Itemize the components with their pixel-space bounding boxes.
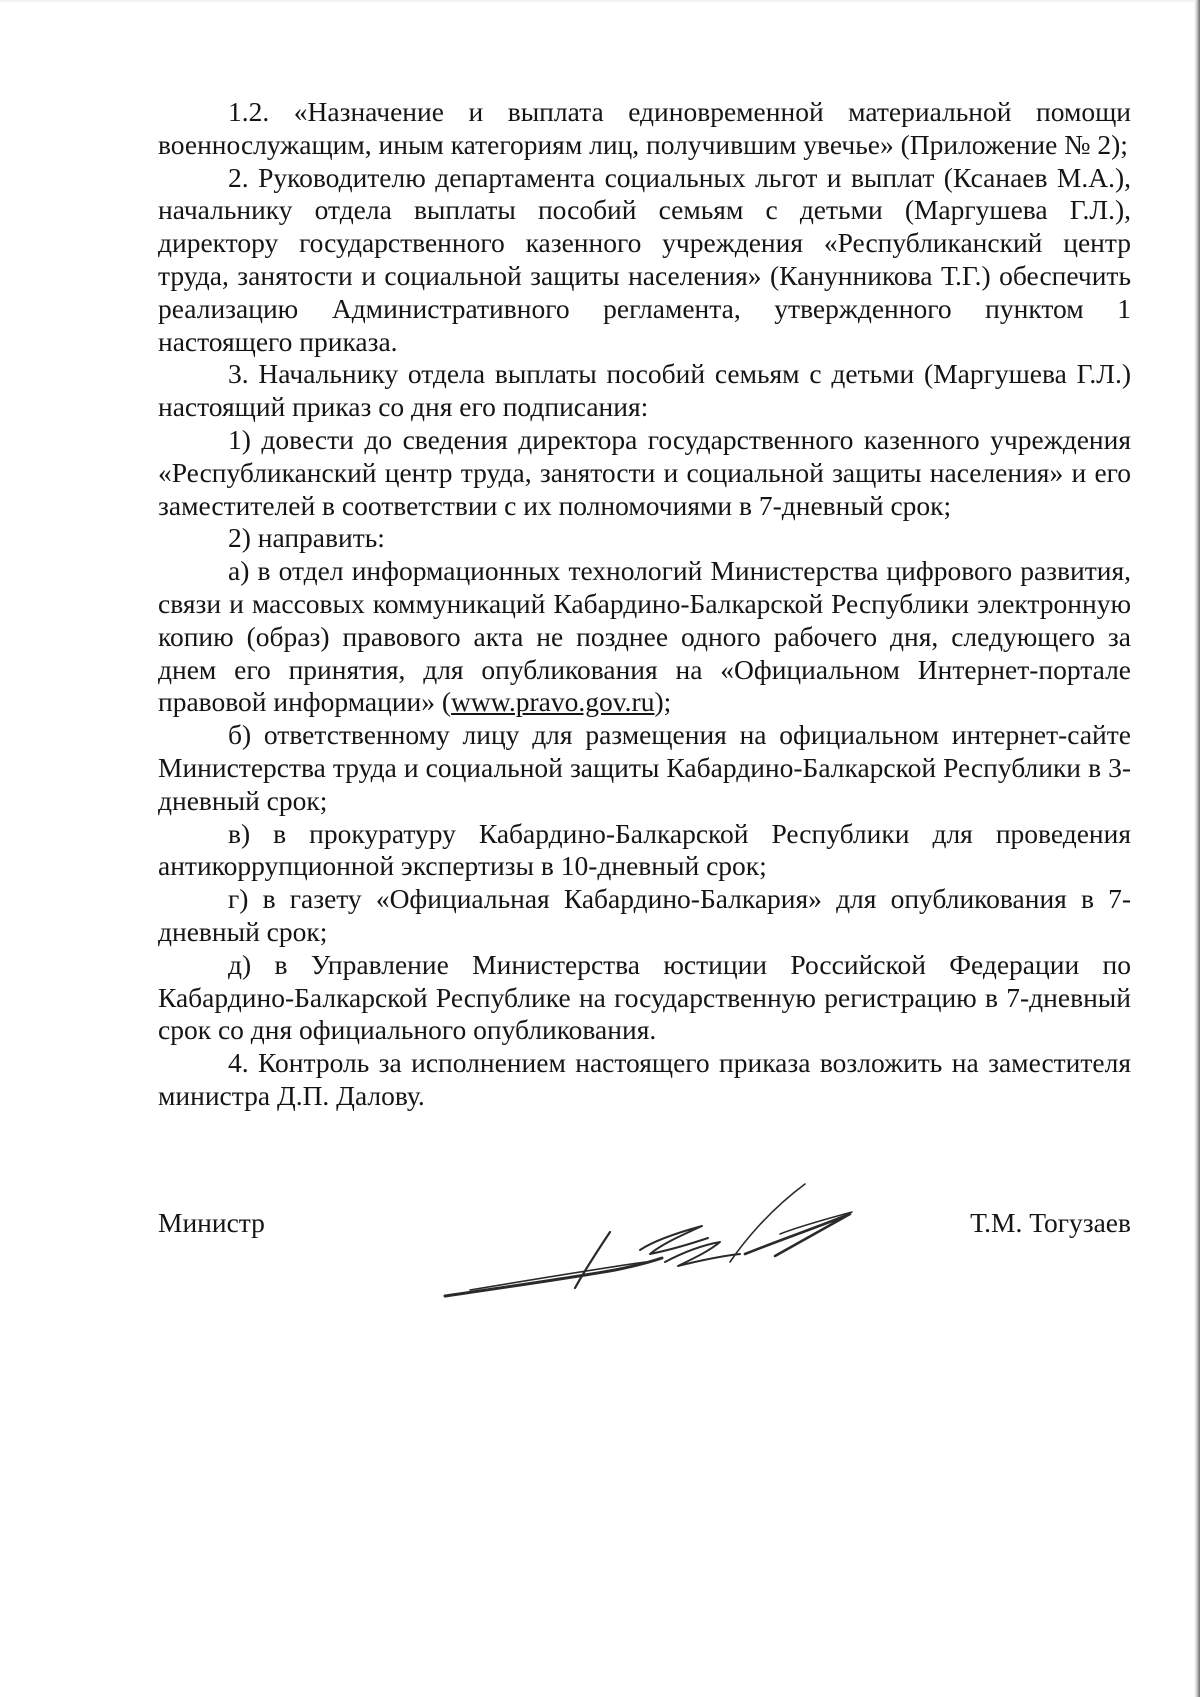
pravo-link[interactable]: www.pravo.gov.ru [451, 686, 655, 718]
paragraph-3-2-a [158, 555, 1131, 719]
handwritten-signature [440, 1170, 900, 1300]
paragraph-3-2-v: в) в прокуратуру Кабардино-Балкарской Республики для проведения антикоррупционной экспертизы в 10-дневный срок; [158, 817, 1131, 882]
scan-edge-top [0, 0, 1200, 2]
paragraph-1-2: 1.2. «Назначение и выплата единовременной материальной помощи военнослужащим, иным категориям лиц, получившим увечье» (Приложение № 2); [158, 96, 1131, 160]
paragraph-2: 2. Руководителю департамента социальных льгот и выплат (Ксанаев М.А.), начальнику отдела выплаты пособий семьям с детьми (Маргушева Г.Л.), директору государственного казенного учреждения «Республиканский центр труда, занятости и социальной защиты населения» (Канунникова Т.Г.) обеспечить реализацию Административного регламента, утвержденного пунктом 1 настоящего приказа. [158, 161, 1131, 357]
paragraph-3-2-a-tail: ); [654, 686, 672, 718]
paragraph-3-2-g: г) в газету «Официальная Кабардино-Балкария» для опубликования в 7-дневный срок; [158, 883, 1131, 947]
paragraph-3: 3. Начальнику отдела выплаты пособий семьям с детьми (Маргушева Г.Л.) настоящий приказ со дня его подписания: [158, 358, 1131, 423]
position-title: Министр [158, 1207, 265, 1238]
document-body [158, 96, 1131, 1113]
scan-edge-right [1194, 0, 1200, 1697]
paragraph-3-2-d: д) в Управление Министерства юстиции Российской Федерации по Кабардино-Балкарской Республике на государственную регистрацию в 7-дневный срок со дня официального опубликования. [158, 948, 1131, 1046]
paragraph-3-2: 2) направить: [228, 522, 385, 554]
paragraph-3-1: 1) довести до сведения директора государственного казенного учреждения «Республиканский центр труда, занятости и социальной защиты населения» и его заместителей в соответствии с их полномочиями в 7-дневный срок; [158, 423, 1131, 521]
paragraph-4: 4. Контроль за исполнением настоящего приказа возложить на заместителя министра Д.П. Далову. [158, 1047, 1131, 1111]
paragraph-3-2-a-text: а) в отдел информационных технологий Министерства цифрового развития, связи и массовых коммуникаций Кабардино-Балкарской Республики электронную копию (образ) правового акта не позднее одного рабочего дня, следующего за днем его принятия, для опубликования на «Официальном Интернет-портале правовой информации» ( [158, 555, 1131, 718]
signer-name: Т.М. Тогузаев [970, 1207, 1131, 1238]
paragraph-3-2-b: б) ответственному лицу для размещения на официальном интернет-сайте Министерства труда и социальной защиты Кабардино-Балкарской Республики в 3-дневный срок; [158, 719, 1131, 816]
